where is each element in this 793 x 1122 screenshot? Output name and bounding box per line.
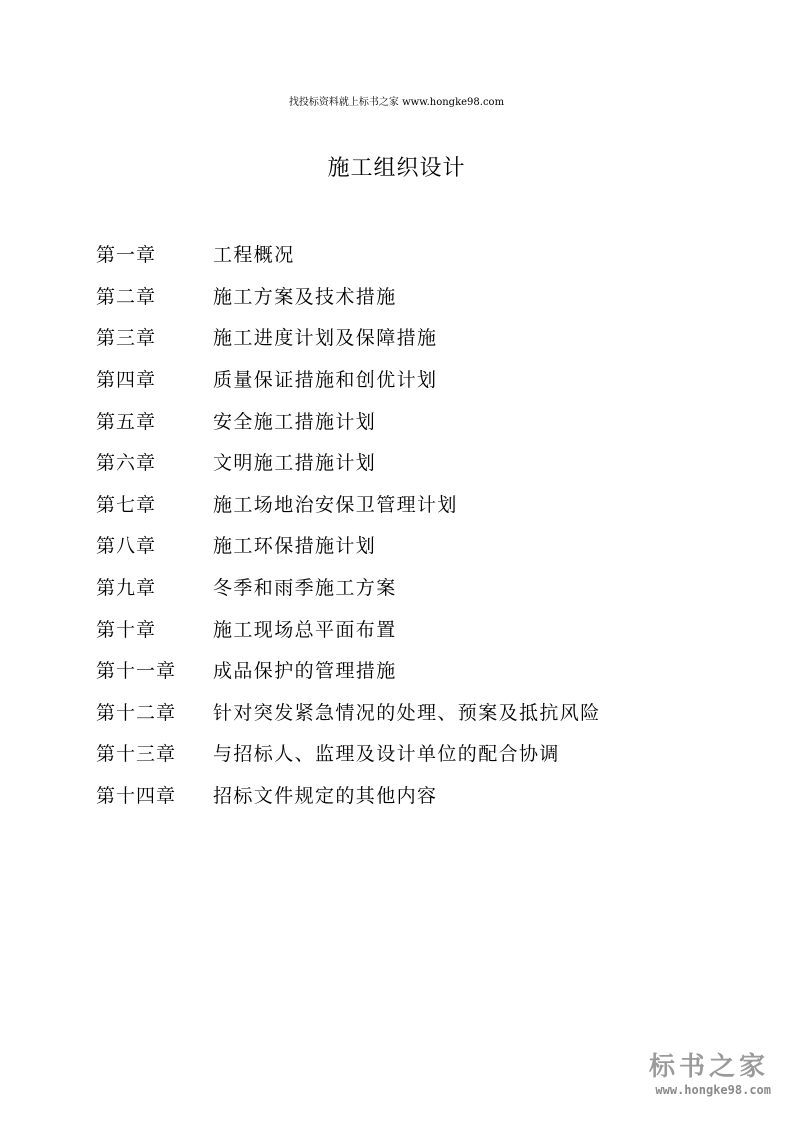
logo-url: www.hongke98.com	[655, 1083, 771, 1097]
toc-entry	[96, 275, 716, 317]
logo-wordmark: 标书之家	[648, 1052, 769, 1082]
toc-title: 施工现场总平面布置	[213, 618, 397, 641]
toc-entry	[96, 441, 716, 483]
toc-chapter: 第十章	[96, 618, 157, 641]
toc-title: 针对突发紧急情况的处理、预案及抵抗风险	[213, 701, 601, 724]
toc-title: 施工环保措施计划	[213, 535, 377, 558]
toc-chapter: 第十三章	[96, 743, 177, 766]
table-of-contents	[96, 233, 716, 815]
toc-entry	[96, 399, 716, 441]
toc-entry	[96, 774, 716, 816]
toc-chapter: 第一章	[96, 244, 157, 267]
toc-chapter: 第十二章	[96, 701, 177, 724]
toc-chapter: 第五章	[96, 410, 157, 433]
toc-entry	[96, 566, 716, 608]
toc-chapter: 第三章	[96, 327, 157, 350]
toc-title: 冬季和雨季施工方案	[213, 577, 397, 600]
toc-chapter: 第四章	[96, 369, 157, 392]
toc-entry	[96, 233, 716, 275]
toc-title: 施工方案及技术措施	[213, 285, 397, 308]
toc-entry	[96, 483, 716, 525]
toc-entry	[96, 607, 716, 649]
site-logo	[611, 1046, 771, 1102]
toc-title: 施工进度计划及保障措施	[213, 327, 438, 350]
toc-chapter: 第六章	[96, 452, 157, 475]
toc-chapter: 第十一章	[96, 660, 177, 683]
toc-title: 文明施工措施计划	[213, 452, 377, 475]
toc-entry	[96, 649, 716, 691]
toc-title: 安全施工措施计划	[213, 410, 377, 433]
toc-title: 招标文件规定的其他内容	[213, 785, 438, 808]
toc-chapter: 第七章	[96, 493, 157, 516]
toc-chapter: 第八章	[96, 535, 157, 558]
toc-title: 成品保护的管理措施	[213, 660, 397, 683]
toc-entry	[96, 524, 716, 566]
toc-entry	[96, 732, 716, 774]
toc-chapter: 第二章	[96, 285, 157, 308]
toc-entry	[96, 358, 716, 400]
toc-entry	[96, 691, 716, 733]
toc-title: 与招标人、监理及设计单位的配合协调	[213, 743, 560, 766]
toc-entry	[96, 316, 716, 358]
toc-title: 质量保证措施和创优计划	[213, 369, 438, 392]
header-note: 找投标资料就上标书之家 www.hongke98.com	[288, 97, 505, 108]
toc-chapter: 第九章	[96, 577, 157, 600]
toc-title: 施工场地治安保卫管理计划	[213, 493, 458, 516]
toc-chapter: 第十四章	[96, 785, 177, 808]
document-title: 施工组织设计	[327, 156, 466, 181]
toc-title: 工程概况	[213, 244, 295, 267]
